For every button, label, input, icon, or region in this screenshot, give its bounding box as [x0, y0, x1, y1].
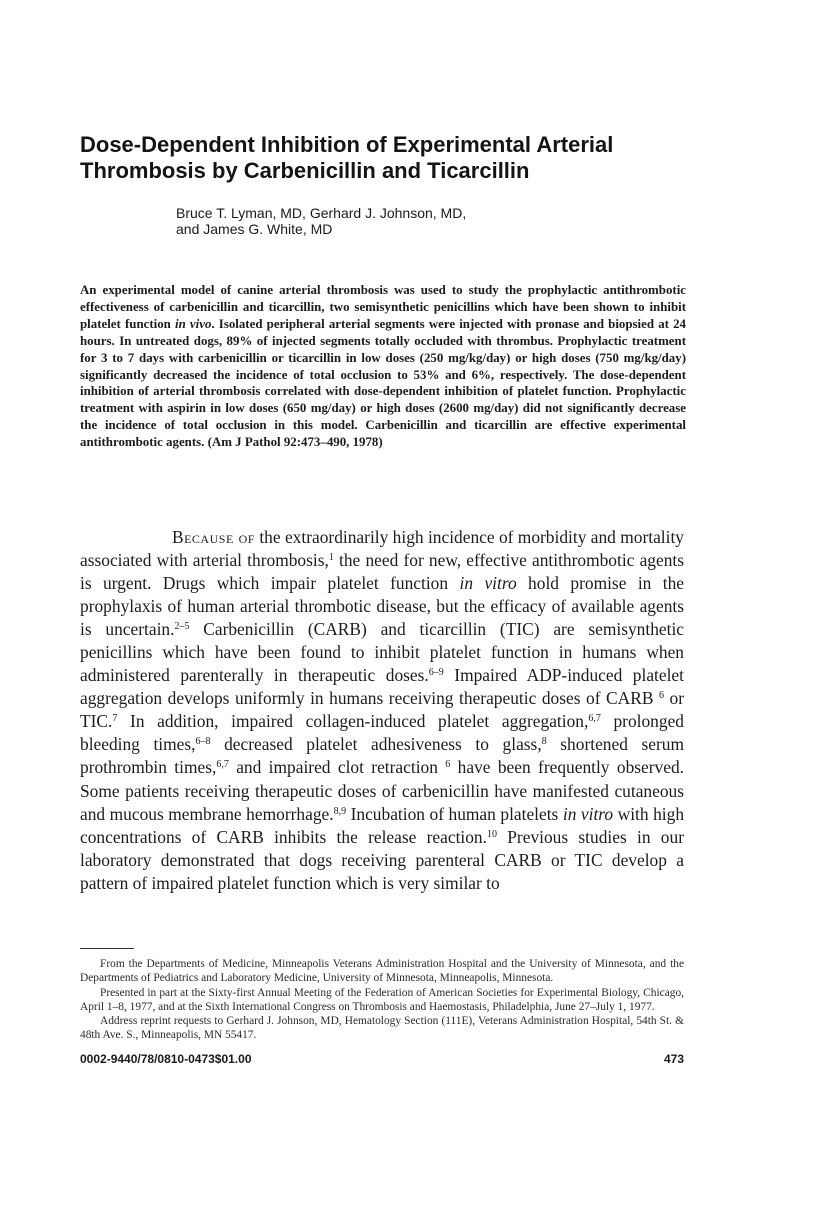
ref-superscript: 6	[445, 759, 451, 771]
ref-superscript: 6–9	[428, 667, 444, 679]
footnote-affiliation: From the Departments of Medicine, Minneapolis Veterans Administration Hospital and the University of Minnesota, and the Departments of Pediatrics and Laboratory Medicine, University of Minnesota, Minneapolis, Minnesota.	[80, 958, 684, 985]
abstract-italic: in vivo	[175, 316, 212, 331]
body-text-3: hold promise in the prophylaxis of human arterial thrombotic disease, but the efficacy of available agents is uncertain.	[80, 573, 685, 640]
footnote-address: Address reprint requests to Gerhard J. Johnson, MD, Hematology Section (111E), Veterans Administration Hospital, 54th St. & 48th Ave. S., Minneapolis, MN 55417.	[80, 1015, 684, 1042]
article-code: 0002-9440/78/0810-0473$01.00	[80, 1052, 252, 1066]
body-text-13: Incubation of human platelets	[346, 803, 563, 824]
ref-superscript: 10	[486, 828, 497, 840]
ref-superscript: 8,9	[333, 805, 347, 817]
authors-line-1: Bruce T. Lyman, MD, Gerhard J. Johnson, MD,	[176, 205, 467, 221]
body-text-14: with high concentrations of CARB inhibits the release reaction.	[80, 803, 685, 847]
footnotes	[80, 957, 684, 1043]
ref-superscript: 7	[112, 713, 118, 725]
ref-superscript: 6–8	[195, 736, 211, 748]
page-number: 473	[663, 1052, 684, 1066]
body-text-15: Previous studies in our laboratory demonstrated that dogs receiving parenteral CARB or TIC develop a pattern of impaired platelet function which is very similar to	[80, 826, 684, 893]
body-text-4: Carbenicillin (CARB) and ticarcillin (TIC) are semisynthetic penicillins which have been found to inhibit platelet function in humans when administered parenterally in therapeutic doses.	[80, 619, 684, 686]
author-list	[176, 205, 466, 237]
body-italic: in vitro	[562, 803, 614, 824]
body-text-11: and impaired clot retraction	[228, 757, 446, 778]
body-text-7: In addition, impaired collagen-induced platelet aggregation,	[117, 711, 589, 732]
body-text-1: the extraordinarily high incidence of morbidity and mortality associated with arterial thrombosis,	[80, 527, 684, 571]
title-line-2: Thrombosis by Carbenicillin and Ticarcillin	[80, 158, 530, 183]
abstract-text-1: An experimental model of canine arterial thrombosis was used to study the prophylactic antithrombotic effectiveness of carbenicillin and ticarcillin, two semisynthetic penicillins which have been shown to inhibit platelet function	[80, 283, 686, 331]
ref-superscript: 1	[328, 552, 334, 564]
body-text-5: Impaired ADP-induced platelet aggregation develops uniformly in humans receiving therapeutic doses of CARB	[80, 665, 684, 709]
lead-small-caps: Because of	[172, 527, 255, 547]
authors-line-2: and James G. White, MD	[176, 221, 333, 237]
ref-superscript: 6	[658, 690, 664, 702]
body-italic: in vitro	[459, 573, 517, 594]
article-title	[80, 132, 730, 184]
body-text-8: prolonged bleeding times,	[80, 711, 684, 755]
abstract	[80, 282, 686, 451]
body-text-10: shortened serum prothrombin times,	[80, 734, 684, 778]
ref-superscript: 2–5	[174, 621, 190, 633]
footnote-divider	[80, 948, 134, 949]
body-text-12: have been frequently observed. Some patients receiving therapeutic doses of carbenicillin have manifested cutaneous and mucous membrane hemorrhage.	[80, 757, 684, 824]
body-paragraph	[80, 526, 684, 895]
body-text-9: decreased platelet adhesiveness to glass,	[210, 734, 542, 755]
footnote-presented: Presented in part at the Sixty-first Annual Meeting of the Federation of American Societies for Experimental Biology, Chicago, April 1–8, 1977, and at the Sixth International Congress on Thrombosis and Haemostasis, Philadelphia, June 27–July 1, 1977.	[80, 986, 684, 1013]
ref-superscript: 6,7	[216, 759, 229, 771]
title-line-1: Dose-Dependent Inhibition of Experimental Arterial	[80, 132, 614, 157]
ref-superscript: 8	[541, 736, 547, 748]
ref-superscript: 6,7	[588, 713, 601, 725]
body-text-2: the need for new, effective antithrombotic agents is urgent. Drugs which impair platelet function	[80, 550, 684, 594]
abstract-text-2: . Isolated peripheral arterial segments were injected with pronase and biopsied at 24 hours. In untreated dogs, 89% of injected segments totally occluded with thrombus. Prophylactic treatment for 3 to 7 days with carbenicillin or ticarcillin in low doses (250 mg/kg/day) or high doses (750 mg/kg/day) significantly decreased the incidence of total occlusion to 53% and 6%, respectively. The dose-dependent inhibition of arterial thrombosis correlated with dose-dependent inhibition of platelet function. Prophylactic treatment with aspirin in low doses (650 mg/day) or high doses (2600 mg/day) did not significantly decrease the incidence of total occlusion in this model. Carbenicillin and ticarcillin are effective experimental antithrombotic agents. (Am J Pathol 92:473–490, 1978)	[80, 316, 687, 450]
body-text-6: or TIC.	[80, 688, 684, 732]
